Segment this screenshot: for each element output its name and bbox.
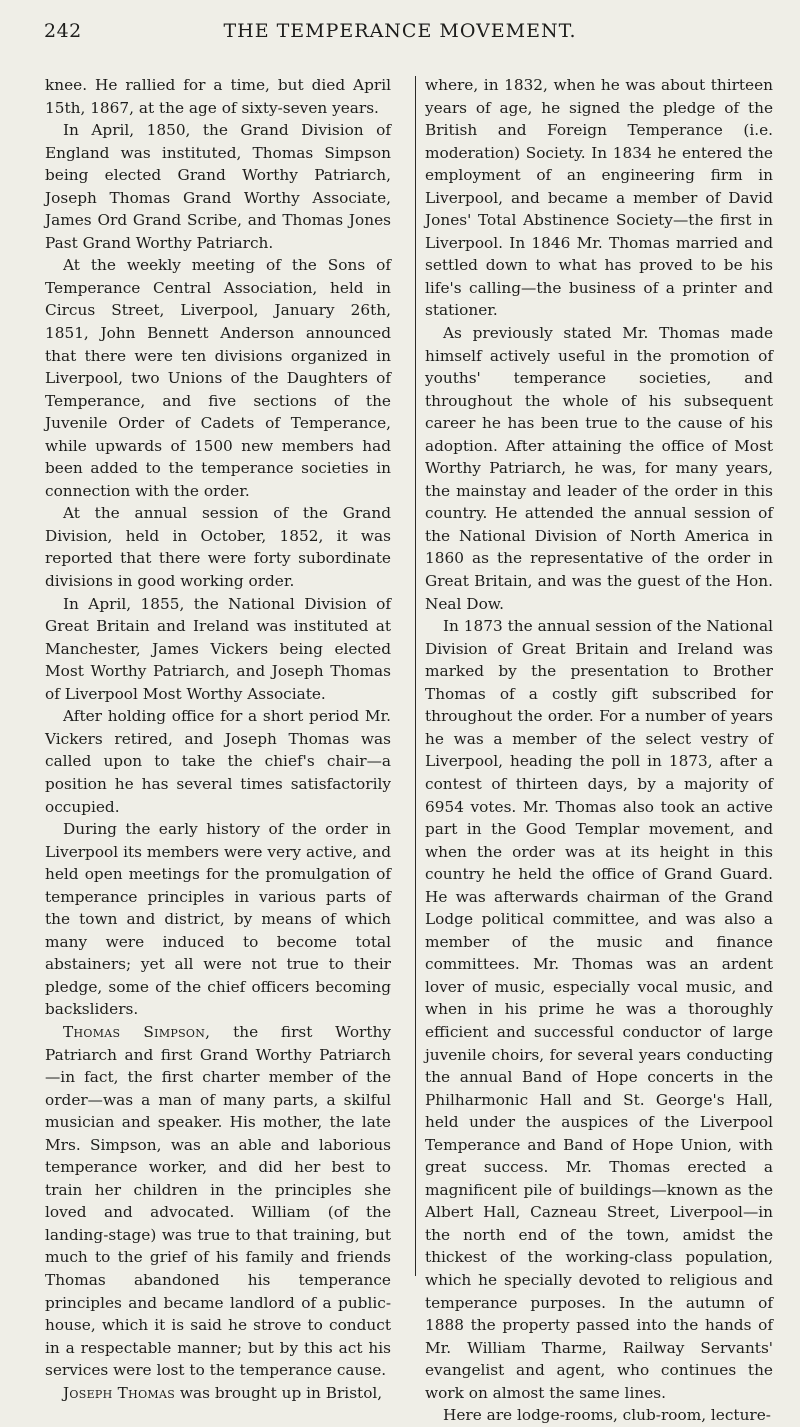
lead-name: Thomas Simpson, — [63, 1022, 211, 1041]
paragraph: As previously stated Mr. Thomas made himself actively useful in the promotion of youths' temperance societies, and throughout the whole of his subsequent career he has been true to the cause of his adoption. After attaining the office of Most Worthy Patriarch, he was, for many years, the mainstay and leader of the order in this country. He attended the annual session of the National Division of North America in 1860 as the representative of the order in Great Britain, and was the guest of the Hon. Neal Dow. — [425, 324, 773, 613]
paragraph: Joseph Thomas was brought up in Bristol, — [63, 1383, 383, 1402]
page-number: 242 — [44, 20, 82, 42]
paragraph: knee. He rallied for a time, but died April 15th, 1867, at the age of sixty-seven years. — [45, 76, 391, 117]
paragraph: After holding office for a short period Mr. Vickers retired, and Joseph Thomas was called upon to take the chief's chair—a position he has several times satisfactorily occupied. — [45, 707, 391, 816]
paragraph: where, in 1832, when he was about thirteen years of age, he signed the pledge of the British and Foreign Temperance (i.e. moderation) Society. In 1834 he entered the employment of an engineering firm in Liverpool, and became a member of David Jones' Total Abstinence Society—the first in Liverpool. In 1846 Mr. Thomas married and settled down to what has proved to be his life's calling—the business of a printer and stationer. — [425, 76, 773, 320]
paragraph: At the weekly meeting of the Sons of Temperance Central Association, held in Circus Street, Liverpool, January 26th, 1851, John Bennett Anderson announced that there were ten divisions organized in Liverpool, two Unions of the Daughters of Temperance, and five sections of the Juvenile Order of Cadets of Temperance, while upwards of 1500 new members had been added to the temperance societies in connection with the order. — [45, 256, 391, 500]
paragraph: At the annual session of the Grand Division, held in October, 1852, it was reported that there were forty subordinate divisions in good working order. — [45, 504, 391, 591]
paragraph: During the early history of the order in Liverpool its members were very active, and held open meetings for the promulgation of temperance principles in various parts of the town and district, by means of which many were induced to become total abstainers; yet all were not true to their pledge, some of the chief officers becoming backsliders. — [45, 820, 391, 1019]
column-divider — [415, 76, 416, 1276]
left-column — [45, 74, 391, 1404]
paragraph: Here are lodge-rooms, club-room, lecture- — [443, 1406, 771, 1425]
paragraph: In April, 1855, the National Division of Great Britain and Ireland was instituted at Manchester, James Vickers being elected Most Worthy Patriarch, and Joseph Thomas of Liverpool Most Worthy Associate. — [45, 594, 391, 703]
paragraph: In April, 1850, the Grand Division of England was instituted, Thomas Simpson being elected Grand Worthy Patriarch, Joseph Thomas Grand Worthy Associate, James Ord Grand Scribe, and Thomas Jones Past Grand Worthy Patriarch. — [45, 121, 391, 252]
running-title: THE TEMPERANCE MOVEMENT. — [223, 20, 577, 42]
lead-name: Joseph Thomas — [63, 1383, 176, 1402]
paragraph: Thomas Simpson, the first Worthy Patriarch and first Grand Worthy Patriarch—in fact, the first charter member of the order—was a man of many parts, a skilful musician and speaker. His mother, the late Mrs. Simpson, was an able and laborious temperance worker, and did her best to train her children in the principles she loved and advocated. William (of the landing-stage) was true to that training, but much to the grief of his family and friends Thomas abandoned his temperance principles and became landlord of a public-house, which it is said he strove to conduct in a respectable manner; but by this act his services were lost to the temperance cause. — [45, 1022, 392, 1380]
paragraph: In 1873 the annual session of the National Division of Great Britain and Ireland was marked by the presentation to Brother Thomas of a costly gift subscribed for throughout the order. For a number of years he was a member of the select vestry of Liverpool, heading the poll in 1873, after a contest of thirteen days, by a majority of 6954 votes. Mr. Thomas also took an active part in the Good Templar movement, and when the order was at its height in this country he held the office of Grand Guard. He was afterwards chairman of the Grand Lodge political committee, and was also a member of the music and finance committees. Mr. Thomas was an ardent lover of music, especially vocal music, and when in his prime he was a thoroughly efficient and successful conductor of large juvenile choirs, for several years conducting the annual Band of Hope concerts in the Philharmonic Hall and St. George's Hall, held under the auspices of the Liverpool Temperance and Band of Hope Union, with great success. Mr. Thomas erected a magnificent pile of buildings—known as the Albert Hall, Cazneau Street, Liverpool—in the north end of the town, amidst the thickest of the working-class population, which he specially devoted to religious and temperance purposes. In the autumn of 1888 the property passed into the hands of Mr. William Tharme, Railway Servants' evangelist and agent, who continues the work on almost the same lines. — [425, 617, 773, 1402]
right-column — [425, 74, 773, 1427]
